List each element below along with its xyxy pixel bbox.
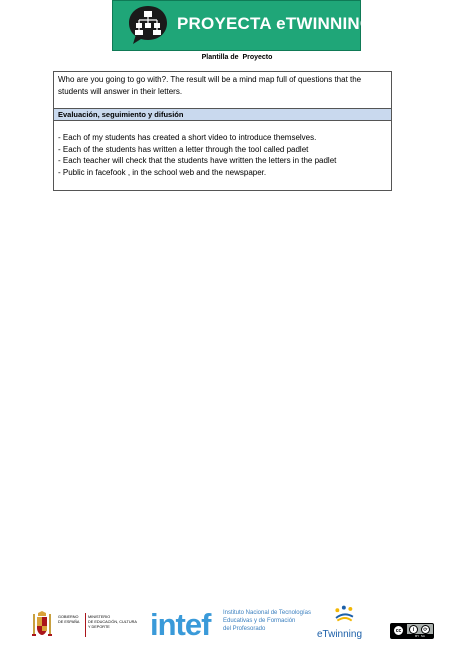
project-banner [112,0,374,51]
etwinning-stars-icon [328,605,374,631]
list-item: - Each of my students has created a short video to introduce themselves. [58,133,317,142]
creative-commons-badge [390,623,434,639]
gobierno-logo [28,609,144,643]
divider [85,613,86,637]
cc-tags [407,634,433,638]
sa-icon: ⟳ [421,625,430,634]
page-subtitle: Plantilla de Proyecto [201,54,273,61]
cc-sa-label: SA [420,634,425,638]
list-item: - Each of the students has written a letter through the tool called padlet [58,144,309,154]
banner-title: PROYECTA eTWINNING [177,14,374,33]
list-item: - Each teacher will check that the students have written the letters in the padlet [58,156,337,166]
section-heading: Evaluación, seguimiento y difusión [54,108,391,121]
cc-circle-icon: cc [393,625,404,636]
gobierno-label: GOBIERNO DE ESPAÑA [58,615,80,624]
cc-by-label: BY [415,634,420,638]
footer-logos [28,605,438,645]
project-table [53,71,392,191]
etwinning-label: eTwinning [317,629,363,640]
intef-logo: intef [150,607,211,642]
etwinning-network-icon [128,5,168,45]
intro-cell: Who are you going to go with?. The result will be a mind map full of questions that the students will answer in their letters. [58,75,362,96]
evaluation-list [58,132,388,178]
by-icon: i [409,625,418,634]
ministerio-label: MINISTERIO DE EDUCACIÓN, CULTURA Y DEPORTE [88,615,137,629]
intef-description: Instituto Nacional de Tecnologías Educativas y de Formación del Profesorado [223,610,311,632]
cc-icon [391,624,407,638]
coat-of-arms-icon [30,611,54,639]
list-item: - Public in facefook , in the school web and the newspaper. [58,167,267,177]
